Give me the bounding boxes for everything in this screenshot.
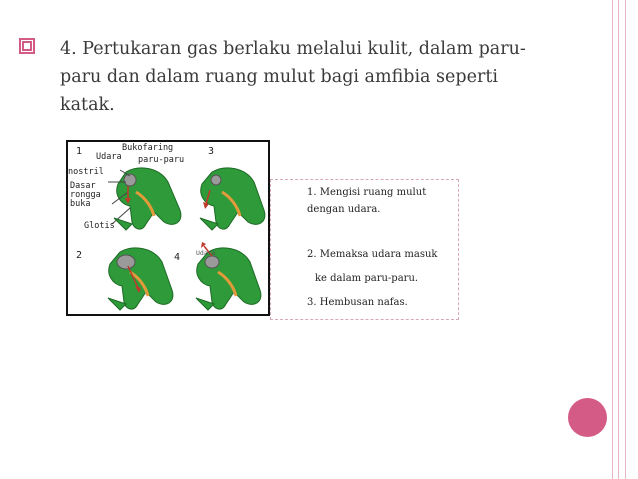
label-bukofaring: Bukofaring <box>122 143 174 153</box>
decorative-line <box>612 0 613 479</box>
frog-3-drawing <box>200 168 265 230</box>
figure-number: 4 <box>174 252 181 263</box>
label-paru-paru: paru-paru <box>138 155 185 165</box>
frog-2-drawing <box>108 248 173 310</box>
step-2: 2. Memaksa udara masuk <box>307 249 438 260</box>
step-3: 3. Hembusan nafas. <box>307 297 408 308</box>
figure-number: 1 <box>76 146 83 157</box>
steps-box <box>270 179 459 320</box>
frog-breathing-diagram <box>66 140 270 316</box>
hollow-square-bullet-icon <box>18 37 36 55</box>
label-udara-small: Udara <box>196 249 216 257</box>
frog-1-drawing <box>108 168 181 230</box>
decorative-circle <box>568 398 607 437</box>
bullet-text: 4. Pertukaran gas berlaku melalui kulit, dalam paru- paru dan dalam ruang mulut bagi amfibia seperti katak. <box>60 39 526 115</box>
step-1: 1. Mengisi ruang mulut dengan udara. <box>307 187 427 215</box>
label-glotis: Glotis <box>84 221 115 231</box>
decorative-line <box>618 0 619 479</box>
figure-number: 3 <box>208 146 215 157</box>
decorative-line <box>625 0 626 479</box>
label-dasar-rongga-buka: Dasar rongga buka <box>70 181 101 209</box>
step-2-continued: ke dalam paru-paru. <box>315 273 419 284</box>
figure-number: 2 <box>76 250 83 261</box>
label-nostril: nostril <box>68 167 104 177</box>
label-udara: Udara <box>96 152 122 162</box>
